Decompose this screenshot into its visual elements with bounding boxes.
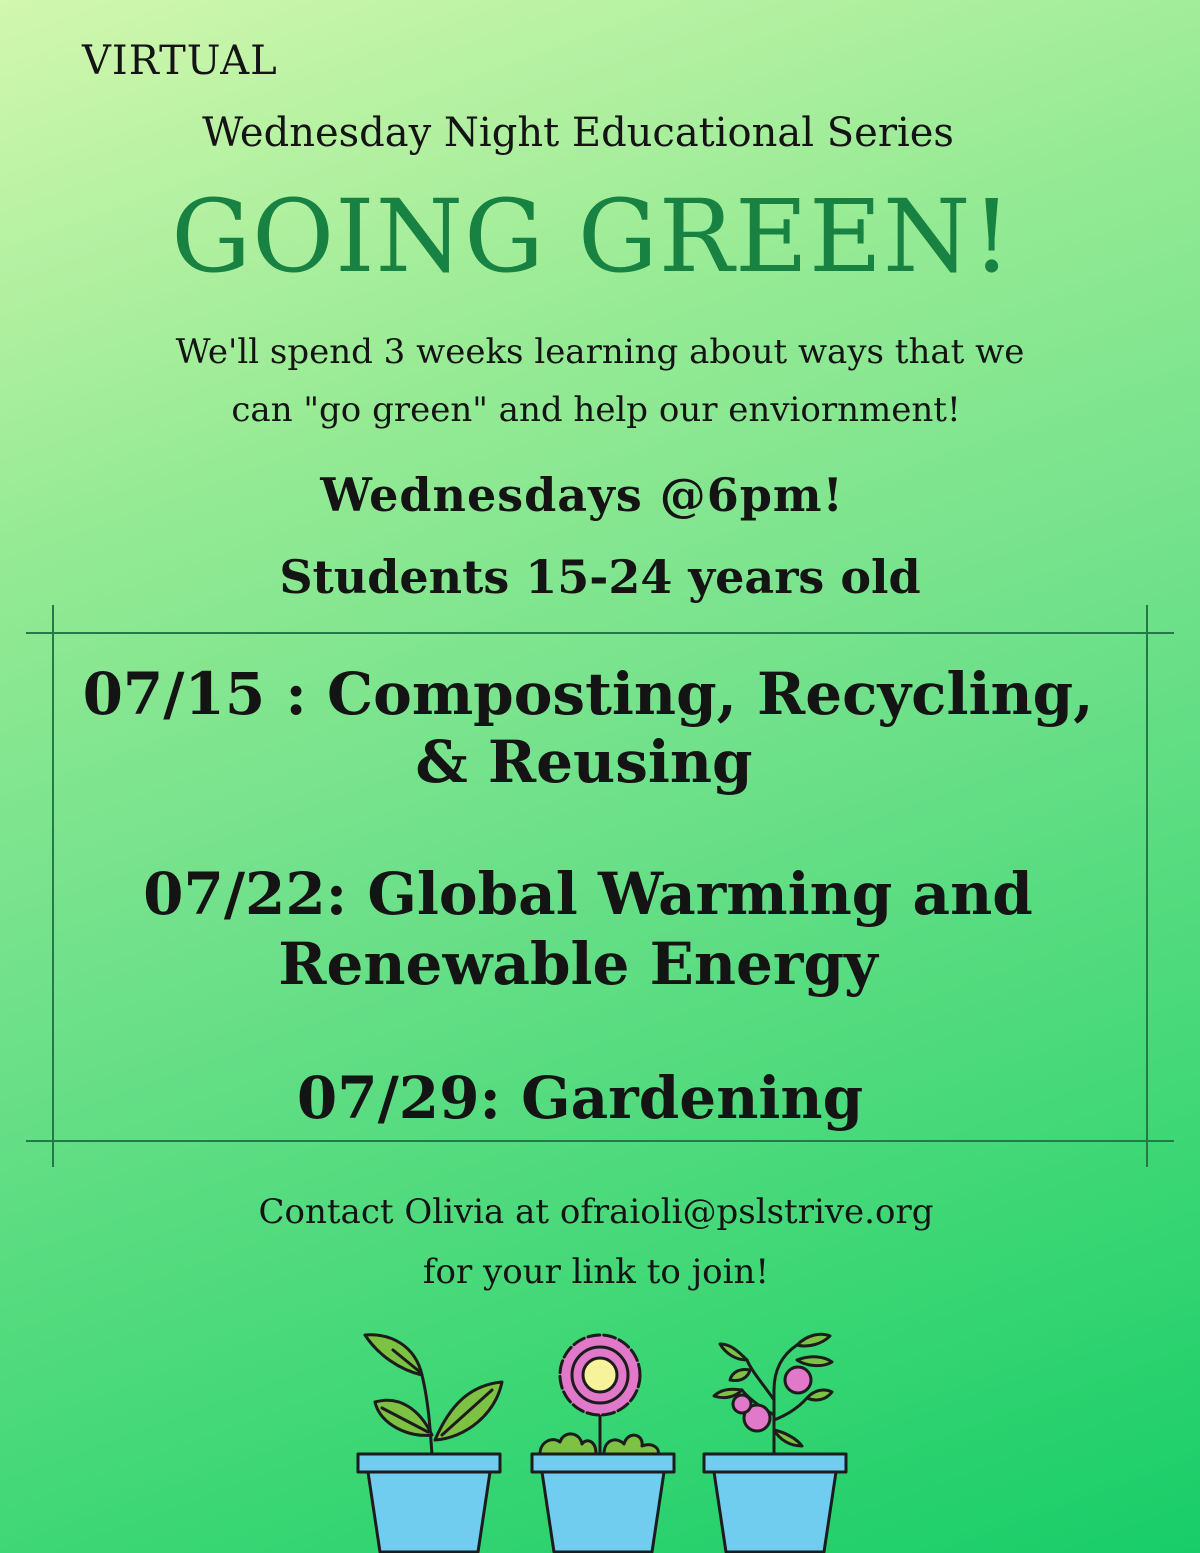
session-1-title: 07/15 : Composting, Recycling, [82,660,1094,728]
session-3-title: 07/29: Gardening [296,1064,864,1132]
audience-age: Students 15-24 years old [279,550,921,604]
sprout-pot-icon [358,1335,502,1552]
page-title: GOING GREEN! [171,178,1013,295]
contact-line-1: Contact Olivia at ofraioli@pslstrive.org [258,1192,934,1232]
virtual-label: VIRTUAL [82,38,278,84]
contact-line-2: for your link to join! [422,1252,770,1292]
description-line-1: We'll spend 3 weeks learning about ways that we [175,332,1025,372]
frame-bottom-line [26,1140,1174,1142]
session-1-title-cont: & Reusing [415,728,753,796]
berry-plant-pot-icon [704,1334,846,1552]
session-2-title: 07/22: Global Warming and [143,860,1033,928]
series-subtitle: Wednesday Night Educational Series [202,110,954,156]
schedule-time: Wednesdays @6pm! [320,468,844,522]
frame-top-line [26,632,1174,634]
session-2-title-cont: Renewable Energy [278,930,878,998]
potted-plants-illustration [350,1330,850,1553]
description-line-2: can "go green" and help our enviornment! [231,390,961,430]
flower-pot-icon [532,1335,674,1552]
